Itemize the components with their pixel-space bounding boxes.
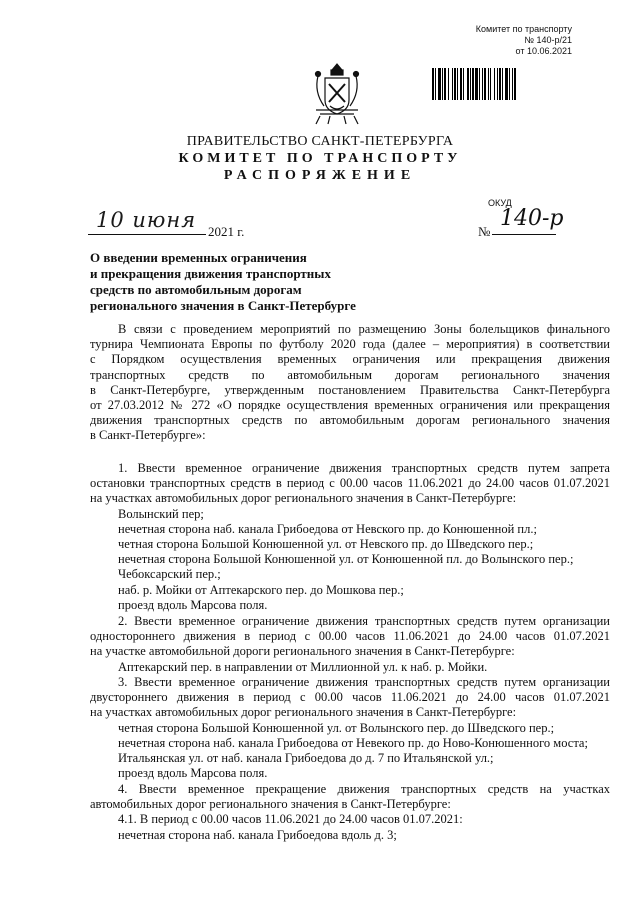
list-item: нечетная сторона наб. канала Грибоедова вдоль д. 3; <box>118 827 397 842</box>
text-line: 1. Ввести временное ограничение движения транспортных средств путем запрета <box>118 461 610 475</box>
stamp-line-1: Комитет по транспорту <box>475 24 572 34</box>
text-line: 3. Ввести временное ограничение движения транспортных средств путем организации <box>118 675 610 689</box>
list-item: четная сторона Большой Конюшенной ул. от Волынского пер. до Шведского пер.; <box>118 720 555 735</box>
clause-1 <box>90 461 610 613</box>
text-line: В связи с проведением мероприятий по размещению Зоны болельщиков финального <box>118 322 610 336</box>
clause-2 <box>90 614 610 675</box>
sub-clause: 4.1. В период с 00.00 часов 11.06.2021 до 24.00 часов 01.07.2021: <box>118 812 463 827</box>
list-item: наб. р. Мойки от Аптекарского пер. до Мошкова пер.; <box>118 582 404 597</box>
list-item: нечетная сторона Большой Конюшенной ул. от Конюшенной пл. до Волынского пер.; <box>118 552 574 567</box>
okud-label: ОКУД <box>488 198 512 208</box>
stamp-line-2: № 140-р/21 <box>524 35 572 45</box>
barcode-bar <box>516 68 517 100</box>
subject-line: средств по автомобильным дорогам <box>90 282 302 297</box>
document-type: РАСПОРЯЖЕНИЕ <box>223 168 417 183</box>
text-line: от 27.03.2012 № 272 «О порядке осуществления временных ограничения или прекращения <box>90 398 610 413</box>
list-item: проезд вдоль Марсова поля. <box>118 597 268 612</box>
coat-of-arms-icon <box>312 62 362 126</box>
text-line: на участке автомобильной дороги регионального значения в Санкт-Петербурге: <box>90 644 515 659</box>
subject-line: регионального значения в Санкт-Петербурге <box>90 298 356 313</box>
text-line: двустороннего движения в период с 00.00 часов 11.06.2021 до 24.00 часов 01.07.2021 <box>90 690 610 705</box>
committee-title: КОМИТЕТ ПО ТРАНСПОРТУ <box>178 151 462 166</box>
clause-4 <box>90 782 610 843</box>
text-line: автомобильных дорог регионального значения в Санкт-Петербурге: <box>90 797 451 812</box>
subject-line: О введении временных ограничения <box>90 250 307 265</box>
text-line: в Санкт-Петербурге»: <box>90 428 206 443</box>
list-item: Волынский пер; <box>118 506 204 521</box>
list-item: нечетная сторона наб. канала Грибоедова от Невского пр. до Конюшенной пл.; <box>118 521 537 536</box>
text-line: 4. Ввести временное прекращение движения транспортных средств на участках <box>118 782 610 796</box>
text-line: турнира Чемпионата Европы по футболу 2020 года (далее – мероприятия) в соответствии <box>90 337 610 352</box>
registration-stamp <box>476 24 572 57</box>
government-title: ПРАВИТЕЛЬСТВО САНКТ-ПЕТЕРБУРГА <box>186 134 454 149</box>
text-line: в Санкт-Петербурге, утвержденным постановлением Правительства Санкт-Петербурга <box>90 382 610 397</box>
text-line: одностороннего движения в период с 00.00 часов 11.06.2021 до 24.00 часов 01.07.2021 <box>90 629 610 644</box>
handwritten-number: 140-р <box>500 206 564 231</box>
handwritten-date: 10 июня <box>96 208 197 232</box>
list-item: проезд вдоль Марсова поля. <box>118 766 268 781</box>
text-line: транспортных средств по автомобильным дорогам регионального значения <box>90 367 610 382</box>
intro-paragraph <box>90 322 610 444</box>
text-line: на участках автомобильных дорог регионального значения в Санкт-Петербурге: <box>90 705 517 720</box>
list-item: Итальянская ул. от наб. канала Грибоедова до д. 7 по Итальянской ул.; <box>118 751 494 766</box>
document-subject <box>90 250 356 314</box>
text-line: остановки транспортных средств в период с 00.00 часов 11.06.2021 до 24.00 часов 01.07.2021 <box>90 476 610 491</box>
stamp-line-3: от 10.06.2021 <box>515 46 572 56</box>
text-line: 2. Ввести временное ограничение движения транспортных средств путем организации <box>118 614 610 628</box>
text-line: движения транспортных средств по автомобильным дорогам регионального значения <box>90 413 610 428</box>
list-item: нечетная сторона наб. канала Грибоедова от Невекого пр. до Ново-Конюшенного моста; <box>118 735 588 750</box>
text-line: на участках автомобильных дорог регионального значения в Санкт-Петербурге: <box>90 491 517 506</box>
list-item: четная сторона Большой Конюшенной ул. от Невского пр. до Шведского пер.; <box>118 537 534 552</box>
barcode <box>432 68 570 100</box>
date-year: 2021 г. <box>208 224 245 239</box>
subject-line: и прекращения движения транспортных <box>90 266 331 281</box>
clause-3 <box>90 675 610 781</box>
list-item: Чебоксарский пер.; <box>118 567 221 582</box>
list-item: Аптекарский пер. в направлении от Миллионной ул. к наб. р. Мойки. <box>118 659 488 674</box>
number-sign: № <box>478 224 491 239</box>
text-line: с Порядком осуществления временных ограничения или прекращения движения <box>90 352 610 367</box>
